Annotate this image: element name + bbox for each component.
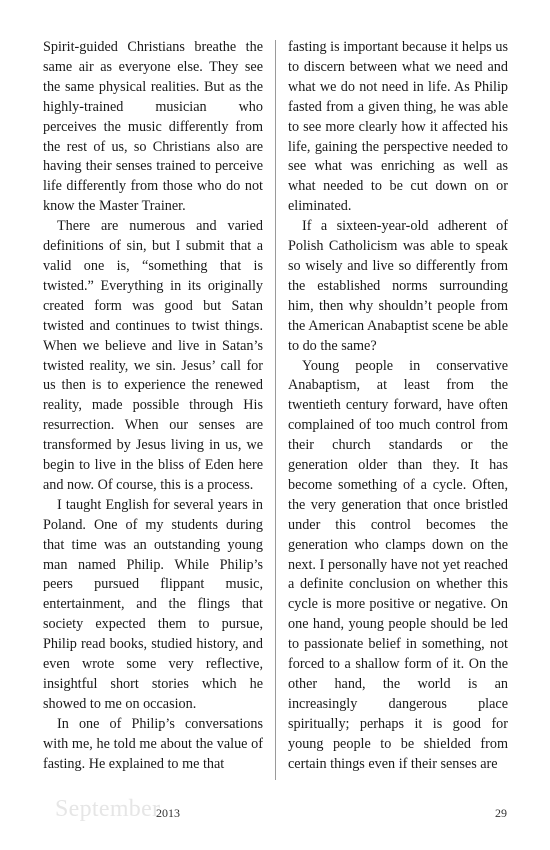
paragraph: Spirit-guided Christians breathe the same air as everyone else. They see the same physical realities. But as the highly-trained musician who perceives the music differently from the rest of us, so Christians also are having their senses trained to perceive life differently from those who do not know the Master Trainer. bbox=[43, 39, 263, 215]
paragraph: fasting is important because it helps us to discern between what we need and what we do not need in life. As Philip fasted from a given thing, he was able to see more clearly how it affected his life, gaining the perspective needed to see what was enriching as well as what needed to be cut down on or eliminated. bbox=[288, 39, 508, 215]
page-number: 29 bbox=[495, 806, 507, 820]
right-text-column bbox=[288, 38, 508, 775]
paragraph: I taught English for several years in Poland. One of my students during that time was an outstanding young man named Philip. While Philip’s peers pursued flippant music, entertainment, and the flings that society expected them to pursue, Philip read books, studied history, and even wrote some very reflective, insightful short stories which he showed to me on occasion. bbox=[43, 496, 263, 712]
left-text-column bbox=[43, 38, 263, 775]
paragraph: If a sixteen-year-old adherent of Polish Catholicism was able to speak so wisely and live so differently from the established norms surrounding him, then why shouldn’t people from the American Anabaptist scene be able to do the same? bbox=[288, 218, 508, 354]
footer-month: September bbox=[55, 796, 161, 822]
column-divider bbox=[275, 40, 276, 780]
paragraph: There are numerous and varied definitions of sin, but I submit that a valid one is, “something that is twisted.” Everything in its originally created form was good but Satan twisted and continues to twist things. When we believe and live in Satan’s twisted reality, we sin. Jesus’ call for us then is to experience the renewed reality, made possible through His resurrection. When our senses are transformed by Jesus living in us, we begin to live in the bliss of Eden here and now. Of course, this is a process. bbox=[43, 218, 263, 493]
paragraph: In one of Philip’s conversations with me, he told me about the value of fasting. He explained to me that bbox=[43, 715, 263, 772]
footer-year: 2013 bbox=[156, 806, 180, 820]
paragraph: Young people in conservative Anabaptism, at least from the twentieth century forward, have often complained of too much control from their church standards or the generation older than they. It has become something of a cycle. Often, the very generation that once bristled under this control becomes the generation who clamps down on the next. I personally have not yet reached a definite conclusion on whether this cycle is more positive or negative. On one hand, young people should be led to passionate belief in something, not forced to a shallow form of it. On the other hand, the world is an increasingly dangerous place spiritually; perhaps it is good for young people to be shielded from certain things even if their senses are bbox=[288, 357, 508, 772]
